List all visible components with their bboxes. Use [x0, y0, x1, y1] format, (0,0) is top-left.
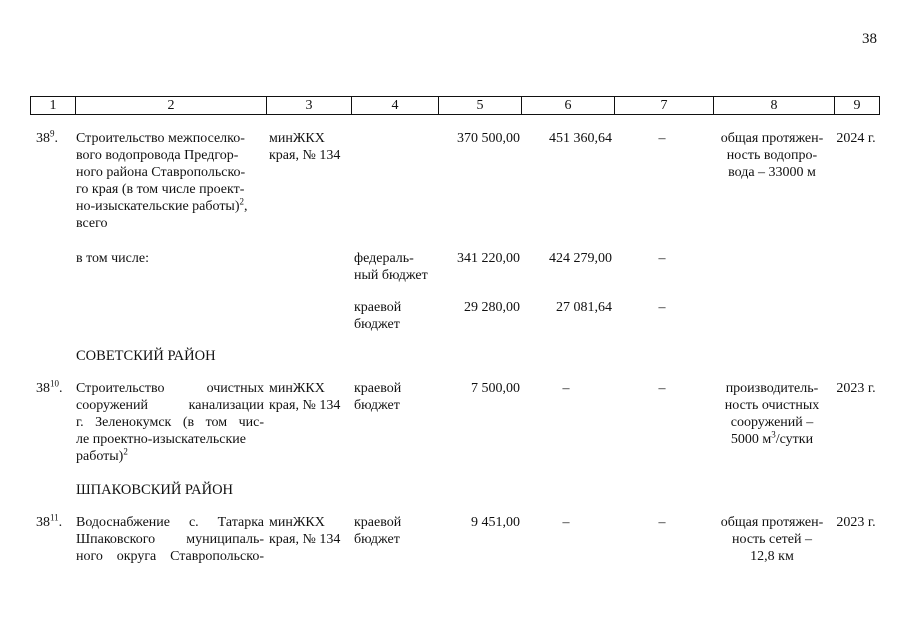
funding-source: краевой бюджет [354, 515, 402, 547]
funding-source: федераль- ный бюджет [354, 251, 428, 283]
completion-year: 2023 г. [836, 381, 876, 396]
amount-col6: – [562, 381, 570, 396]
column-header-4: 4 [352, 97, 439, 115]
including-label: в том числе: [76, 251, 149, 266]
column-header-8: 8 [714, 97, 835, 115]
result-indicator: общая протяжен- ность сетей – 12,8 км [720, 515, 824, 564]
row-description: Водоснабжение с. Татарка Шпаковского муниципаль- ного округа Ставропольско- [76, 515, 264, 564]
column-header-3: 3 [267, 97, 352, 115]
section-heading: СОВЕТСКИЙ РАЙОН [76, 348, 216, 364]
value-col7: – [658, 131, 666, 146]
row-description: Строительство очистных сооружений канализации г. Зеленокумск (в том чис- ле проектно-изыскательские работы)$^2$ [76, 381, 264, 464]
section-heading: ШПАКОВСКИЙ РАЙОН [76, 482, 234, 498]
column-header-row [30, 96, 880, 115]
amount-col5: 370 500,00 [457, 131, 520, 146]
amount-col5: 7 500,00 [471, 381, 520, 396]
value-col7: – [658, 251, 666, 266]
completion-year: 2023 г. [836, 515, 876, 530]
column-header-2: 2 [76, 97, 267, 115]
row-number: $38^9$. [36, 128, 58, 146]
column-header-5: 5 [439, 97, 522, 115]
column-header-6: 6 [522, 97, 615, 115]
value-col7: – [658, 515, 666, 530]
funding-source: краевой бюджет [354, 300, 402, 332]
amount-col5: 341 220,00 [457, 251, 520, 266]
amount-col6: – [562, 515, 570, 530]
result-indicator: производитель- ность очистных сооружений – 5000 $м^3$/сутки [724, 381, 820, 447]
column-header-1: 1 [31, 97, 76, 115]
executor: минЖКХ края, № 134 [269, 381, 341, 413]
funding-source: краевой бюджет [354, 381, 402, 413]
completion-year: 2024 г. [836, 131, 876, 146]
amount-col6: 424 279,00 [549, 251, 612, 266]
amount-col6: 451 360,64 [549, 131, 612, 146]
amount-col5: 9 451,00 [471, 515, 520, 530]
row-number: $38^{10}$. [36, 378, 63, 396]
amount-col6: 27 081,64 [556, 300, 612, 315]
result-indicator: общая протяжен- ность водопро- вода – 33000 м [720, 131, 824, 180]
row-number: $38^{11}$. [36, 512, 63, 530]
column-header-9: 9 [835, 97, 880, 115]
value-col7: – [658, 381, 666, 396]
value-col7: – [658, 300, 666, 315]
executor: минЖКХ края, № 134 [269, 131, 341, 163]
page-number: 38 [862, 31, 877, 47]
executor: минЖКХ края, № 134 [269, 515, 341, 547]
amount-col5: 29 280,00 [464, 300, 520, 315]
row-description: Строительство межпоселко- вого водопровода Предгор- ного района Ставропольско- го края (в том числе проект- но-изыскательские работы)$^2$, всего [76, 131, 248, 231]
column-header-7: 7 [615, 97, 714, 115]
